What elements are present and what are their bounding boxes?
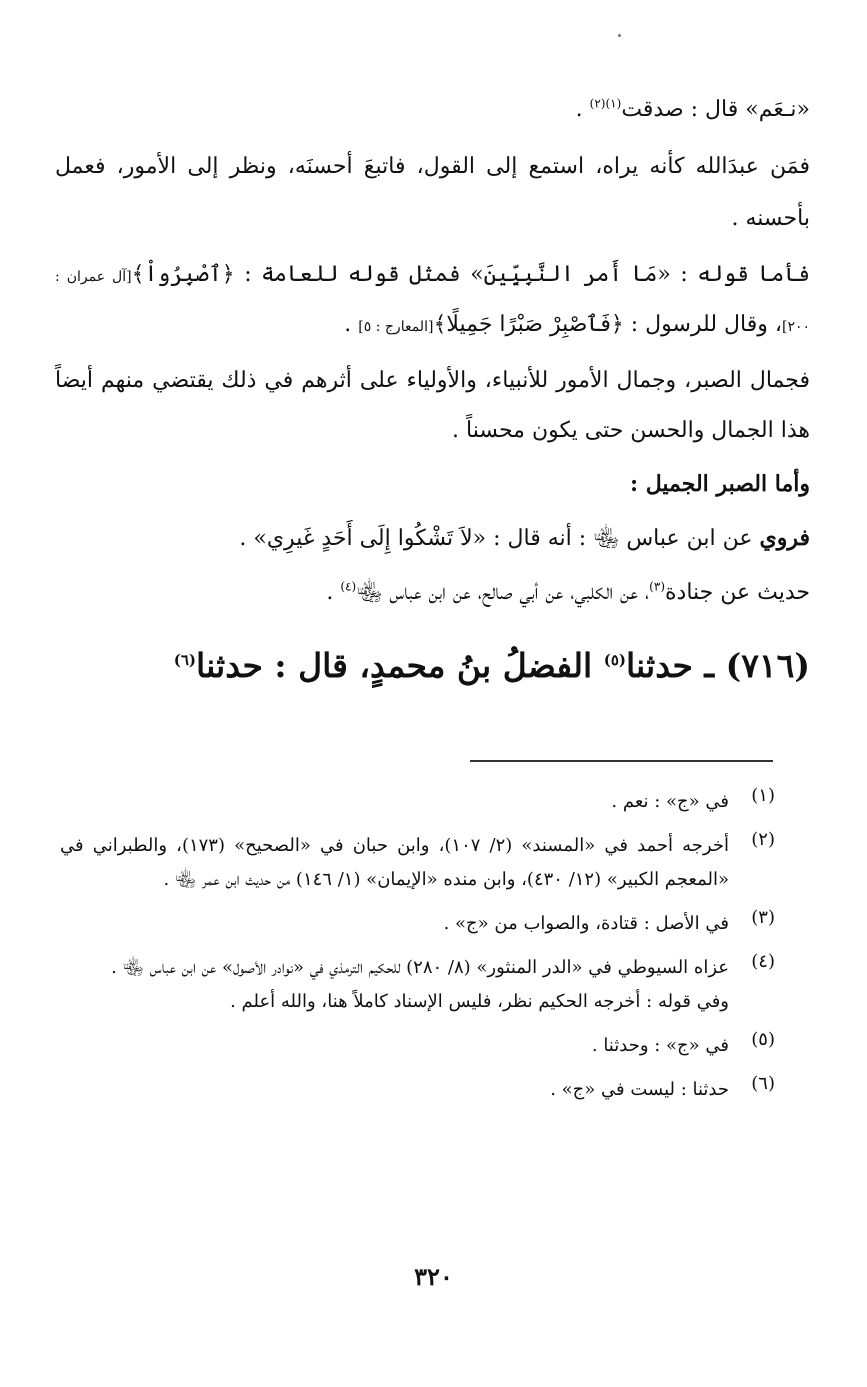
footnote-text: في الأصل : قتادة، والصواب من «ج» . [443,913,729,934]
heading-part-a: (٧١٦) ـ حدثنا [626,646,810,685]
footnote-ref-3[interactable]: (٣) [649,579,665,594]
paragraph-ibn-abbas [55,511,810,566]
surah-ref-al-imran: [آل عمران : ٢٠٠] [55,269,810,335]
footnotes [60,785,775,1107]
footnote-ref-4[interactable]: (٤) [340,579,357,594]
paragraph-quran-patience [55,251,810,351]
footnote-4-continuation: وفي قوله : أخرجه الحكيم نظر، فليس الإسناد كاملاً هنا، والله أعلم . [230,991,729,1012]
surah-ref-al-maarij: [المعارج : ٥] [358,319,434,335]
heading-part-b: الفضلُ بنُ محمدٍ، قال : حدثنا [196,646,604,685]
paragraph-chain [55,566,810,620]
footnote-number: (٣) [751,907,775,928]
para2-mid: ، وقال للرسول : [623,312,782,337]
line-naam [55,88,810,132]
footnote-2 [60,829,775,897]
footnote-1 [60,785,775,819]
para2-lead: فأما قوله : «مَا أَمر النَّبِيِّينَ» فمثل قوله للعامة : [234,262,810,287]
footnote-divider [470,760,773,762]
footnote-4 [60,951,775,985]
hadith-quote: «لاَ تَشْكُوا إِلَى أَحَدٍ غَيرِي» [253,526,487,551]
line-naam-end: . [575,97,590,122]
footnote-number: (٦) [751,1073,775,1094]
chain-part-b: ، عن الكلبي، عن أبي صالح، عن ابن عباس ﵄ [356,580,650,605]
footnote-text: أخرجه أحمد في «المسند» (٢/ ١٠٧)، وابن حبان في «الصحيح» (١٧٣)، والطبراني في «المعجم الكبير» (١٢/ ٤٣٠)، وابن منده «الإيمان» (١/ ١٤٦) من حديث ابن عمر ﵄ . [60,835,729,890]
footnote-ref-1-2[interactable]: (١)(٢) [589,96,622,111]
footnote-number: (٤) [751,951,775,972]
subheading-beautiful-patience: وأما الصبر الجميل : [629,471,810,497]
footnote-text: عزاه السيوطي في «الدر المنثور» (٨/ ٢٨٠) للحكيم الترمذي في «نوادر الأصول» عن ابن عباس ﵄ . [111,957,729,978]
footnote-number: (٢) [751,829,775,850]
paragraph-beauty-of-patience: فجمال الصبر، وجمال الأمور للأنبياء، والأولياء على أثرهم في ذلك يقتضي منهم أيضاً هذا الجمال والحسن حتى يكون محسناً . [55,368,810,443]
quran-verse-isbiru: ﴿ٱصْبِرُواْ﴾ [131,262,235,287]
footnote-6 [60,1073,775,1107]
chain-part-a: حديث عن جنادة [665,580,810,605]
para2-end: . [344,312,359,337]
hadith-716-heading [55,636,810,696]
chain-end: . [326,580,341,605]
para4-lead: فروي [759,525,810,551]
para4-end: . [239,526,254,551]
footnote-text: في «ج» : وحدثنا . [591,1035,729,1056]
footnote-ref-5[interactable]: (٥) [603,651,626,669]
quran-verse-fasbir: ﴿فَٱصْبِرْ صَبْرًا جَمِيلًا﴾ [433,312,624,337]
footnote-ref-6[interactable]: (٦) [173,651,197,669]
para4-mid: عن ابن عباس ﵄ : أنه قال : [486,526,760,551]
footnote-3 [60,907,775,941]
footnote-number: (٥) [751,1029,775,1050]
main-text [55,88,810,696]
page-number: ٣٢٠ [414,1262,453,1291]
footnote-text: حدثنا : ليست في «ج» . [550,1079,729,1100]
paragraph-worship: فمَن عبدَالله كأنه يراه، استمع إلى القول، فاتبعَ أحسنَه، ونظر إلى الأمور، فعمل بأحسنه . [55,154,810,231]
footnote-5 [60,1029,775,1063]
page-speck [618,34,621,37]
footnote-text: في «ج» : نعم . [611,791,729,812]
line-naam-text: «نـعَم» قال : صدقت [621,97,810,122]
footnote-number: (١) [751,785,775,806]
